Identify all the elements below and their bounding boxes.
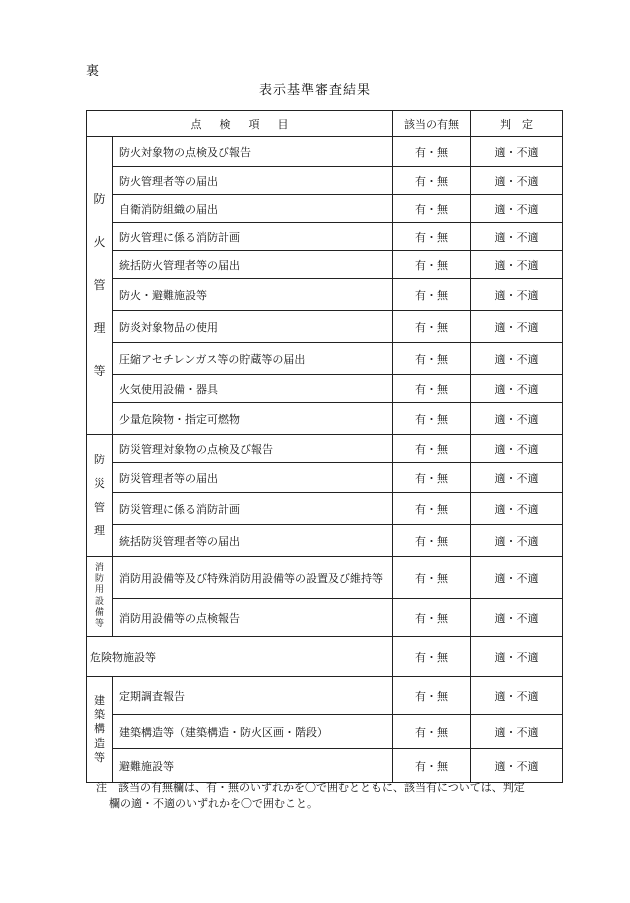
group-label-fire-equipment: 消 防 用 設 備 等: [87, 557, 113, 637]
judgment-choice[interactable]: 適・不適: [471, 557, 563, 599]
item-label: 消防用設備等及び特殊消防用設備等の設置及び維持等: [113, 557, 393, 599]
table-row: [87, 343, 563, 375]
item-label: 防災管理に係る消防計画: [113, 493, 393, 525]
footnote-line-1: 注 該当の有無欄は、有・無のいずれかを〇で囲むとともに、該当有については、判定: [96, 781, 525, 794]
item-label: 統括防火管理者等の届出: [113, 251, 393, 279]
applicable-choice[interactable]: 有・無: [393, 599, 471, 637]
applicable-choice[interactable]: 有・無: [393, 343, 471, 375]
judgment-choice[interactable]: 適・不適: [471, 525, 563, 557]
judgment-choice[interactable]: 適・不適: [471, 311, 563, 343]
judgment-choice[interactable]: 適・不適: [471, 167, 563, 195]
table-row: [87, 251, 563, 279]
applicable-choice[interactable]: 有・無: [393, 223, 471, 251]
inspection-results-table: [86, 110, 563, 783]
applicable-choice[interactable]: 有・無: [393, 557, 471, 599]
item-label-hazardous-facilities: 危険物施設等: [87, 637, 393, 677]
table-row: [87, 435, 563, 463]
judgment-choice[interactable]: 適・不適: [471, 637, 563, 677]
group-label-disaster-prevention: 防 災 管 理: [87, 435, 113, 557]
footnote-line-2: 欄の適・不適のいずれかを〇で囲むこと。: [109, 797, 318, 810]
table-row: [87, 375, 563, 403]
item-label: 防火管理に係る消防計画: [113, 223, 393, 251]
applicable-choice[interactable]: 有・無: [393, 311, 471, 343]
judgment-choice[interactable]: 適・不適: [471, 251, 563, 279]
applicable-choice[interactable]: 有・無: [393, 677, 471, 715]
judgment-choice[interactable]: 適・不適: [471, 435, 563, 463]
judgment-choice[interactable]: 適・不適: [471, 403, 563, 435]
table-row: [87, 167, 563, 195]
group-label-building-structure: 建 築 構 造 等: [87, 677, 113, 783]
table-row: [87, 223, 563, 251]
header-judgment: 判 定: [471, 111, 563, 137]
header-applicable: 該当の有無: [393, 111, 471, 137]
judgment-choice[interactable]: 適・不適: [471, 375, 563, 403]
item-label: 避難施設等: [113, 749, 393, 783]
applicable-choice[interactable]: 有・無: [393, 493, 471, 525]
header-inspection-item: 点検項目: [87, 111, 393, 137]
applicable-choice[interactable]: 有・無: [393, 403, 471, 435]
judgment-choice[interactable]: 適・不適: [471, 463, 563, 493]
applicable-choice[interactable]: 有・無: [393, 195, 471, 223]
item-label: 少量危険物・指定可燃物: [113, 403, 393, 435]
applicable-choice[interactable]: 有・無: [393, 279, 471, 311]
item-label: 圧縮アセチレンガス等の貯蔵等の届出: [113, 343, 393, 375]
table-header-row: [87, 111, 563, 137]
table-row: [87, 677, 563, 715]
item-label: 防炎対象物品の使用: [113, 311, 393, 343]
applicable-choice[interactable]: 有・無: [393, 251, 471, 279]
table-row: [87, 403, 563, 435]
judgment-choice[interactable]: 適・不適: [471, 343, 563, 375]
table-row: [87, 279, 563, 311]
judgment-choice[interactable]: 適・不適: [471, 599, 563, 637]
table-row: [87, 311, 563, 343]
table-row: [87, 749, 563, 783]
judgment-choice[interactable]: 適・不適: [471, 715, 563, 749]
table-row: [87, 525, 563, 557]
applicable-choice[interactable]: 有・無: [393, 375, 471, 403]
item-label: 自衛消防組織の届出: [113, 195, 393, 223]
item-label: 防災管理対象物の点検及び報告: [113, 435, 393, 463]
table-row: [87, 599, 563, 637]
judgment-choice[interactable]: 適・不適: [471, 677, 563, 715]
applicable-choice[interactable]: 有・無: [393, 637, 471, 677]
applicable-choice[interactable]: 有・無: [393, 749, 471, 783]
footnote: [96, 780, 570, 812]
item-label: 建築構造等（建築構造・防火区画・階段）: [113, 715, 393, 749]
item-label: 消防用設備等の点検報告: [113, 599, 393, 637]
judgment-choice[interactable]: 適・不適: [471, 749, 563, 783]
table-row: [87, 137, 563, 167]
table-row: [87, 557, 563, 599]
item-label: 定期調査報告: [113, 677, 393, 715]
group-label-fire-prevention: 防 火 管 理 等: [87, 137, 113, 435]
applicable-choice[interactable]: 有・無: [393, 525, 471, 557]
applicable-choice[interactable]: 有・無: [393, 167, 471, 195]
item-label: 防火管理者等の届出: [113, 167, 393, 195]
judgment-choice[interactable]: 適・不適: [471, 223, 563, 251]
judgment-choice[interactable]: 適・不適: [471, 137, 563, 167]
table-row: [87, 493, 563, 525]
item-label: 防火・避難施設等: [113, 279, 393, 311]
page-title: 表示基準審査結果: [258, 83, 371, 98]
table-row: [87, 637, 563, 677]
item-label: 火気使用設備・器具: [113, 375, 393, 403]
applicable-choice[interactable]: 有・無: [393, 137, 471, 167]
item-label: 防災管理者等の届出: [113, 463, 393, 493]
item-label: 防火対象物の点検及び報告: [113, 137, 393, 167]
table-row: [87, 715, 563, 749]
table-row: [87, 463, 563, 493]
applicable-choice[interactable]: 有・無: [393, 435, 471, 463]
applicable-choice[interactable]: 有・無: [393, 463, 471, 493]
table-row: [87, 195, 563, 223]
judgment-choice[interactable]: 適・不適: [471, 195, 563, 223]
judgment-choice[interactable]: 適・不適: [471, 279, 563, 311]
page-side-label: 裏: [86, 64, 100, 79]
item-label: 統括防災管理者等の届出: [113, 525, 393, 557]
applicable-choice[interactable]: 有・無: [393, 715, 471, 749]
judgment-choice[interactable]: 適・不適: [471, 493, 563, 525]
